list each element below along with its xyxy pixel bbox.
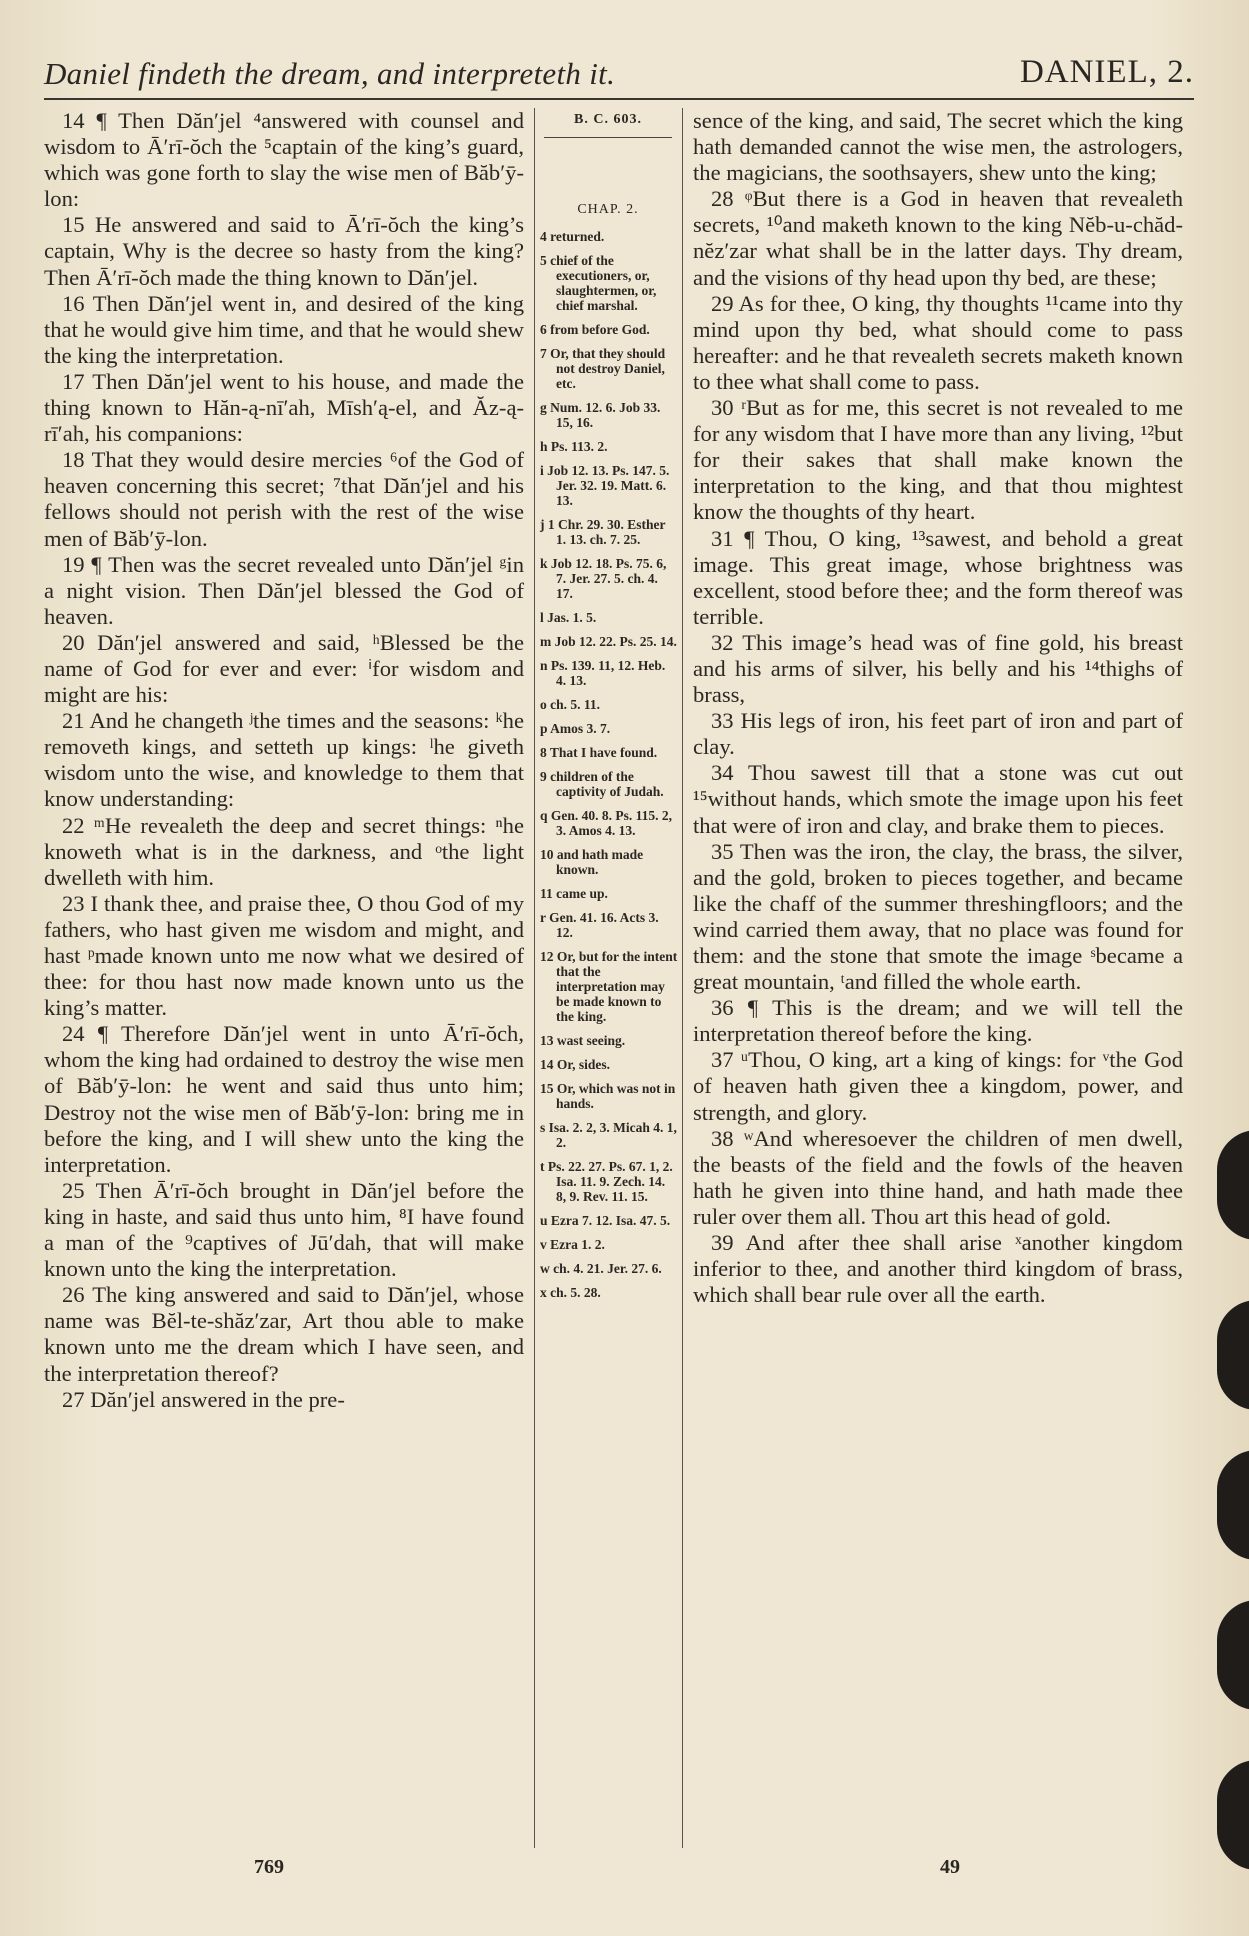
verse: 30 ʳBut as for me, this secret is not revealed to me for any wisdom that I have more than any living, ¹²but for their sakes that shall make known the interpretation to the king, and that thou mightest know the thoughts of thy heart. [693, 395, 1183, 525]
verse: 36 ¶ This is the dream; and we will tell the interpretation thereof before the king. [693, 995, 1183, 1047]
margin-note: r Gen. 41. 16. Acts 3. 12. [540, 910, 659, 940]
page-header [44, 52, 1194, 100]
verse: 19 ¶ Then was the secret revealed unto Dăn′jel ᵍin a night vision. Then Dăn′jel blessed the God of heaven. [44, 551, 524, 629]
verse: 27 Dăn′jel answered in the pre- [62, 1386, 345, 1412]
center-reference-column [538, 108, 678, 1309]
margin-note: s Isa. 2. 2, 3. Micah 4. 1, 2. [540, 1120, 677, 1150]
verse: 14 ¶ Then Dăn′jel ⁴answered with counsel and wisdom to Ā′rī-ŏch the ⁵captain of the king’s guard, which was gone forth to slay the wise men of Băb′ȳ-lon: [44, 108, 524, 212]
margin-note: k Job 12. 18. Ps. 75. 6, 7. Jer. 27. 5. ch. 4. 17. [540, 556, 667, 601]
page-number-right: 49 [940, 1856, 960, 1878]
margin-note: 5 chief of the executioners, or, slaughtermen, or, chief marshal. [540, 253, 657, 313]
verse: 15 He answered and said to Ā′rī-ŏch the king’s captain, Why is the decree so hasty from the king? Then Ā′rī-ŏch made the thing known to Dăn′jel. [44, 212, 524, 290]
margin-note: l Jas. 1. 5. [540, 610, 597, 625]
margin-note: q Gen. 40. 8. Ps. 115. 2, 3. Amos 4. 13. [540, 808, 673, 838]
date-label: B. C. 603. [574, 112, 642, 127]
verse: 39 And after thee shall arise ˣanother kingdom inferior to thee, and another third kingdom of brass, which shall bear rule over all the earth. [693, 1230, 1183, 1308]
verse: 21 And he changeth ʲthe times and the seasons: ᵏhe removeth kings, and setteth up kings: ˡhe giveth wisdom unto the wise, and knowledge to them that know understanding: [44, 708, 524, 812]
margin-note: u Ezra 7. 12. Isa. 47. 5. [540, 1213, 671, 1228]
verse: 20 Dăn′jel answered and said, ʰBlessed be the name of God for ever and ever: ⁱfor wisdom and might are his: [44, 629, 524, 708]
margin-note: 10 and hath made known. [540, 847, 644, 877]
verse: 33 His legs of iron, his feet part of iron and part of clay. [693, 708, 1183, 760]
margin-note: 11 came up. [540, 886, 608, 901]
verse: 29 As for thee, O king, thy thoughts ¹¹came into thy mind upon thy bed, what should come to pass hereafter: and he that revealeth secrets maketh known to thee what shall come to pass. [693, 290, 1183, 394]
verse: 32 This image’s head was of fine gold, his breast and his arms of silver, his belly and his ¹⁴thighs of brass, [693, 629, 1183, 708]
left-text-column [44, 108, 524, 1413]
verse: 24 ¶ Therefore Dăn′jel went in unto Ā′rī-ŏch, whom the king had ordained to destroy the wise men of Băb′ȳ-lon: he went and said thus unto him; Destroy not the wise men of Băb′ȳ-lon: bring me in before the king, and I will shew unto the king the interpretation. [44, 1021, 524, 1177]
margin-note: i Job 12. 13. Ps. 147. 5. Jer. 32. 19. Matt. 6. 13. [540, 463, 670, 508]
verse: 17 Then Dăn′jel went to his house, and made the thing known to Hăn-ą-nī′ah, Mīsh′ą-el, and Ăz-ą-rī′ah, his companions: [44, 368, 524, 447]
margin-note: x ch. 5. 28. [540, 1285, 601, 1300]
margin-note: m Job 12. 22. Ps. 25. 14. [540, 634, 677, 649]
verse: 35 Then was the iron, the clay, the brass, the silver, and the gold, broken to pieces together, and became like the chaff of the summer threshingfloors; and the wind carried them away, that no place was found for them: and the stone that smote the image ˢbecame a great mountain, ᵗand filled the whole earth. [693, 838, 1183, 995]
margin-note: o ch. 5. 11. [540, 697, 601, 712]
verse: 34 Thou sawest till that a stone was cut out ¹⁵without hands, which smote the image upon his feet that were of iron and clay, and brake them to pieces. [693, 760, 1183, 838]
margin-note: 7 Or, that they should not destroy Daniel, etc. [540, 346, 666, 391]
margin-note: 13 wast seeing. [540, 1033, 626, 1048]
margin-note: p Amos 3. 7. [540, 721, 611, 736]
margin-note: h Ps. 113. 2. [540, 439, 608, 454]
margin-note: 6 from before God. [540, 322, 650, 337]
thumb-index-tab[interactable] [1217, 1130, 1249, 1240]
column-divider [682, 108, 683, 1848]
verse: 18 That they would desire mercies ⁶of the God of heaven concerning this secret; ⁷that Dăn′jel and his fellows should not perish with the rest of the wise men of Băb′ȳ-lon. [44, 447, 524, 551]
margin-note: w ch. 4. 21. Jer. 27. 6. [540, 1261, 662, 1276]
verse: 31 ¶ Thou, O king, ¹³sawest, and behold a great image. This great image, whose brightness was excellent, stood before thee; and the form thereof was terrible. [693, 525, 1183, 629]
verse: sence of the king, and said, The secret which the king hath demanded cannot the wise men, the astrologers, the magicians, the soothsayers, shew unto the king; [693, 108, 1183, 186]
margin-note: t Ps. 22. 27. Ps. 67. 1, 2. Isa. 11. 9. Zech. 14. 8, 9. Rev. 11. 15. [540, 1159, 673, 1204]
verse: 28 ᵠBut there is a God in heaven that revealeth secrets, ¹⁰and maketh known to the king Nĕb-u-chăd-nĕz′zar what shall be in the latter days. Thy dream, and the visions of thy head upon thy bed, are these; [693, 186, 1183, 290]
margin-note: v Ezra 1. 2. [540, 1237, 605, 1252]
verse: 38 ʷAnd wheresoever the children of men dwell, the beasts of the field and the fowls of the heaven hath he given into thine hand, and hath made thee ruler over them all. Thou art this head of gold. [693, 1125, 1183, 1229]
verse: 26 The king answered and said to Dăn′jel, whose name was Bĕl-te-shăz′zar, Art thou able to make known unto me the dream which I have seen, and the interpretation thereof? [44, 1282, 524, 1386]
thumb-index-tab[interactable] [1217, 1300, 1249, 1410]
book-chapter-title: DANIEL, 2. [1019, 54, 1194, 90]
running-head: Daniel findeth the dream, and interpreteth it. [44, 56, 616, 91]
thumb-index-tab[interactable] [1217, 1760, 1249, 1870]
margin-note: 15 Or, which was not in hands. [540, 1081, 676, 1111]
thumb-index-tab[interactable] [1217, 1450, 1249, 1560]
thumb-index-tab[interactable] [1217, 1600, 1249, 1710]
verse: 22 ᵐHe revealeth the deep and secret things: ⁿhe knoweth what is in the darkness, and ᵒthe light dwelleth with him. [44, 812, 524, 890]
margin-note: g Num. 12. 6. Job 33. 15, 16. [540, 400, 661, 430]
margin-note: 8 That I have found. [540, 745, 658, 760]
page-number-left: 769 [254, 1856, 284, 1878]
right-text-column [693, 108, 1183, 1308]
verse: 37 ᵘThou, O king, art a king of kings: for ᵛthe God of heaven hath given thee a kingdom, power, and strength, and glory. [693, 1047, 1183, 1125]
margin-note: j 1 Chr. 29. 30. Esther 1. 13. ch. 7. 25. [540, 517, 666, 547]
verse: 16 Then Dăn′jel went in, and desired of the king that he would give him time, and that he would shew the king the interpretation. [44, 290, 524, 368]
margin-note: n Ps. 139. 11, 12. Heb. 4. 13. [540, 658, 666, 688]
margin-note: 9 children of the captivity of Judah. [540, 769, 664, 799]
verse: 25 Then Ā′rī-ŏch brought in Dăn′jel before the king in haste, and said thus unto him, ⁸I have found a man of the ⁹captives of Jū′dah, that will make known unto the king the interpretation. [44, 1177, 524, 1282]
margin-note: 4 returned. [540, 229, 605, 244]
chapter-label: CHAP. 2. [577, 202, 639, 217]
verse: 23 I thank thee, and praise thee, O thou God of my fathers, who hast given me wisdom and might, and hast ᵖmade known unto me now what we desired of thee: for thou hast now made known unto us the king’s matter. [44, 890, 524, 1021]
column-divider [534, 108, 535, 1848]
margin-note: 14 Or, sides. [540, 1057, 611, 1072]
margin-note: 12 Or, but for the intent that the interpretation may be made known to the king. [540, 949, 678, 1024]
margin-divider [544, 137, 672, 138]
